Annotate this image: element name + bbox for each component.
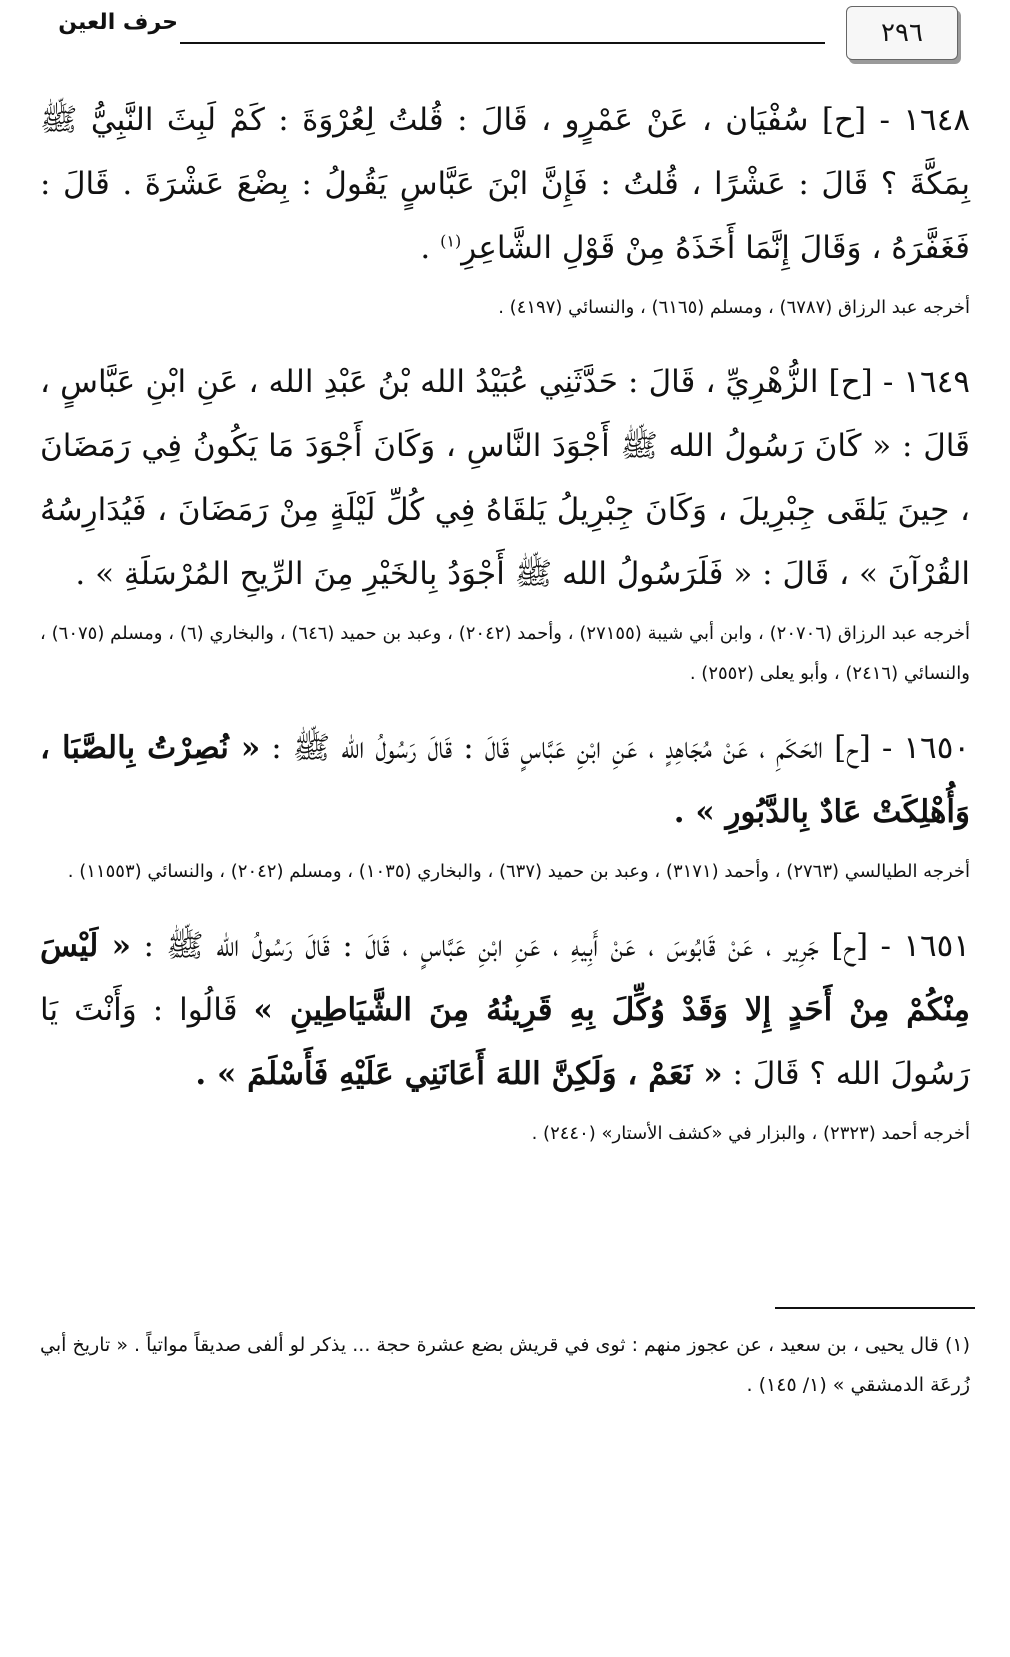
main-text: ١٦٤٨ - [ح] سُفْيَان ، عَنْ عَمْرٍو ، قَالَ : قُلتُ لِعُرْوَةَ : كَمْ لَبِثَ النَّبِيُّ ﷺ بِمَكَّةَ ؟ قَالَ : عَشْرًا ، قُلتُ : فَإِنَّ ابْنَ عَبَّاسٍ يَقُولُ : بِضْعَ عَشْرَةَ . قَالَ : فَغَفَّرَهُ ، وَقَالَ إِنَّمَا أَخَذَهُ مِنْ قَوْلِ الشَّاعِرِ: [40, 102, 970, 266]
entry-main-text: [40, 914, 970, 1106]
entry-source: أخرجه عبد الرزاق (٦٧٨٧) ، ومسلم (٦١٦٥) ، والنسائي (٤١٩٧) .: [498, 297, 970, 318]
page-content: [40, 88, 970, 1176]
chapter-title: حرف العين: [58, 10, 178, 35]
hadith-entry-1651: [40, 914, 970, 1154]
hadith-text: « نُصِرْتُ بِالصَّبَا ، وَأُهْلِكَتْ عَادٌ بِالدَّبُورِ » .: [40, 730, 970, 830]
hadith-entry-1649: [40, 350, 970, 694]
entry-main-text: [40, 350, 970, 606]
main-text: ١٦٤٩ - [ح] الزُّهْرِيِّ ، قَالَ : حَدَّثَنِي عُبَيْدُ الله بْنُ عَبْدِ الله ، عَنِ ابْنِ عَبَّاسٍ ، قَالَ :: [40, 364, 970, 464]
page-number-badge: [846, 6, 958, 60]
entry-source: أخرجه عبد الرزاق (٢٠٧٠٦) ، وابن أبي شيبة (٢٧١٥٥) ، وأحمد (٢٠٤٢) ، وعبد بن حميد (٦٤٦) ، والبخاري (٦) ، ومسلم (٦٠٧٥) ، والنسائي (٢٤١٦) ، وأبو يعلى (٢٥٥٢) .: [40, 623, 970, 684]
hadith-text-2: « نَعَمْ ، وَلَكِنَّ اللهَ أَعَانَنِي عَلَيْهِ فَأَسْلَمَ » .: [195, 1056, 723, 1092]
hadith-text: « لَيْسَ مِنْكُمْ مِنْ أَحَدٍ إِلا وَقَدْ وُكِّلَ بِهِ قَرِينُهُ مِنَ الشَّيَاطِينِ »: [40, 928, 971, 1028]
header-rule: [180, 42, 825, 44]
footnote-marker[interactable]: (١): [440, 231, 462, 251]
entry-main-text: [40, 88, 970, 280]
entry-source: أخرجه الطيالسي (٢٧٦٣) ، وأحمد (٣١٧١) ، وعبد بن حميد (٦٣٧) ، والبخاري (١٠٣٥) ، ومسلم (٢٠٤٢) ، والنسائي (١١٥٥٣) .: [67, 861, 970, 882]
hadith-text: « كَانَ رَسُولُ الله ﷺ أَجْوَدَ النَّاسِ ، وَكَانَ أَجْوَدَ مَا يَكُونُ فِي رَمَضَانَ ، حِينَ يَلقَى جِبْرِيلَ ، وَكَانَ جِبْرِيلُ يَلقَاهُ فِي كُلِّ لَيْلَةٍ مِنْ رَمَضَانَ ، فَيُدَارِسُهُ القُرْآنَ » ، قَالَ : « فَلَرَسُولُ الله ﷺ أَجْوَدُ بِالخَيْرِ مِنَ الرِّيحِ المُرْسَلَةِ » .: [40, 428, 970, 592]
page-number: ٢٩٦: [881, 18, 923, 48]
entry-source: أخرجه أحمد (٢٣٢٣) ، والبزار في «كشف الأستار» (٢٤٤٠) .: [531, 1123, 970, 1144]
entry-main-text: [40, 716, 970, 844]
main-tail: .: [420, 230, 431, 266]
main-middle-text: قَالُوا : وَأَنْتَ يَا رَسُولَ الله ؟ قَالَ :: [40, 992, 970, 1092]
main-text: ١٦٥٠ - [ح] الحَكَمِ ، عَنْ مُجَاهِدٍ ، عَنِ ابْنِ عَبَّاسٍ قَالَ : قَالَ رَسُولُ الله ﷺ :: [271, 730, 970, 766]
hadith-entry-1648: [40, 88, 970, 328]
footnote: (١) قال يحيى ، بن سعيد ، عن عجوز منهم : ثوى في قريش بضع عشرة حجة ... يذكر لو ألفى صديقاً مواتياً . « تاريخ أبي زُرعَة الدمشقي » (١/ ١٤٥) .: [40, 1334, 970, 1396]
hadith-entry-1650: [40, 716, 970, 892]
main-text: ١٦٥١ - [ح] جَرِير ، عَنْ قَابُوسَ ، عَنْ أَبِيهِ ، عَنِ ابْنِ عَبَّاسٍ ، قَالَ : قَالَ رَسُولُ الله ﷺ :: [143, 928, 970, 964]
footnote-rule: [775, 1307, 975, 1309]
